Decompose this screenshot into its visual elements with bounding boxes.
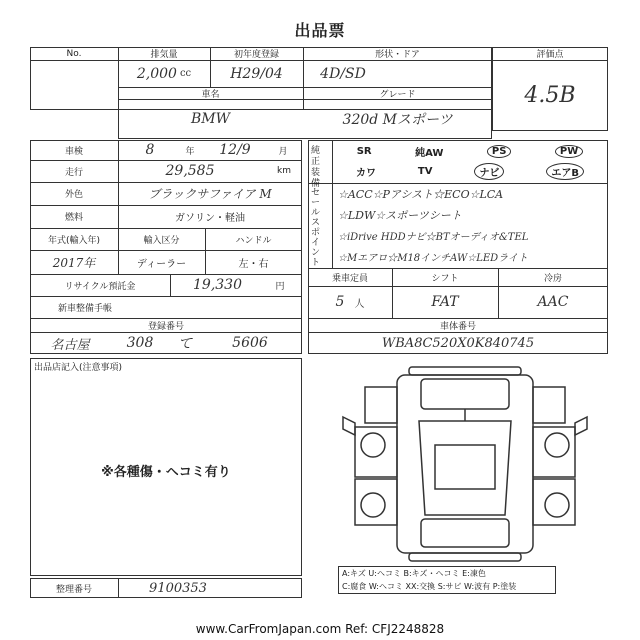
legend-line-2: C:腐食 W:ヘコミ XX:交換 S:サビ W:波有 P:塗装 [342,582,517,591]
equip-sr: SR [356,145,372,157]
reg-label: 登録番号 [147,321,184,332]
serial-value: 9100353 [149,580,207,596]
ac-label: 冷房 [543,273,562,284]
mileage-value: 29,585 [165,163,215,179]
equip-aw: 純AW [415,147,444,159]
displacement-label: 排気量 [150,50,178,60]
sales-point-3: ☆iDrive HDDナビ☆BTオーディオ&TEL [338,232,529,243]
score-label: 評価点 [536,50,564,60]
handle-label: ハンドル [235,235,272,246]
shift-label: シフト [431,273,459,284]
equipment-row2 [335,162,605,180]
reg-area: 名古屋 [50,337,90,353]
inspection-year-unit: 年 [185,146,195,157]
exterior-label: 外色 [64,190,83,200]
year-import-label: 年式(輸入年) [47,235,101,246]
ac-value: AAC [537,294,569,310]
reg-class: 308 [126,335,154,351]
car-name-value: BMW [190,111,230,127]
inspection-month: 12/9 [219,142,251,158]
import-class-label: 輸入区分 [143,235,180,246]
shape-value: 4D/SD [320,65,366,82]
no-label: No. [66,48,82,59]
equip-ps: PS [487,145,512,158]
exterior-value: ブラックサファイア M [148,187,272,201]
footer-watermark: www.CarFromJapan.com Ref: CFJ2248828 [195,622,445,636]
fuel-label: 燃料 [64,213,83,223]
mileage-label: 走行 [64,167,83,178]
car-name-label: 車名 [201,89,220,99]
equip-navi: ナビ [474,163,504,180]
notes-label: 出品店記入(注意事項) [34,363,123,373]
legend-line-1: A:キズ U:ヘコミ B:キズ・ヘコミ E:凍色 [342,569,486,578]
passengers-label: 乗車定員 [331,273,368,284]
recycle-label: リサイクル預託金 [64,281,136,292]
sales-point-2: ☆LDW☆スポーツシート [338,209,462,222]
shape-label: 形状・ドア [375,50,420,60]
passengers-value: 5 人 [335,294,365,310]
year-import-value: 2017年 [52,255,96,270]
fuel-value: ガソリン・軽油 [175,213,245,224]
reg-number: 5606 [232,335,268,351]
first-reg-value: H29/04 [230,65,283,82]
shift-value: FAT [431,294,459,310]
recycle-value: 19,330 [193,277,242,293]
import-class-value: ディーラー [136,258,187,270]
displacement-value: 2,000 cc [136,65,192,82]
equip-tv: TV [417,165,433,177]
sales-point-4: ☆Mエアロ☆M18インチAW☆LEDライト [338,253,528,264]
car-damage-diagram [335,365,595,565]
vin-value: WBA8C520X0K840745 [381,335,535,351]
first-reg-label: 初年度登録 [233,50,279,60]
inspection-label: 車検 [64,146,83,157]
sales-points-side-label: セールスポイント [311,188,321,268]
name-grade-row [118,99,492,139]
equip-airbag: エアB [546,163,584,180]
equip-pw: PW [555,145,583,158]
sales-point-1: ☆ACC☆Pアシスト☆ECO☆LCA [338,188,504,201]
sheet-title: 出品票 [294,21,346,40]
inspection-month-unit: 月 [278,146,288,157]
recycle-unit: 円 [275,281,285,292]
score-value: 4.5B [524,83,576,108]
equip-leather: カワ [355,167,376,179]
vin-label: 車体番号 [439,321,476,332]
handle-value: 左・右 [238,258,269,270]
reg-kana: て [178,336,192,352]
new-car-label: 新車整備手帳 [57,303,112,314]
grade-label: グレード [379,89,416,99]
grade-value: 320d Mスポーツ [342,112,453,128]
equipment-side-label: 純正装備 [311,146,321,189]
no-value [30,60,118,110]
notes-content: ※各種傷・ヘコミ有り [101,464,231,480]
equipment-row1 [335,142,605,160]
serial-label: 整理番号 [55,584,92,595]
inspection-year: 8 [145,142,155,158]
mileage-unit: km [277,166,291,176]
